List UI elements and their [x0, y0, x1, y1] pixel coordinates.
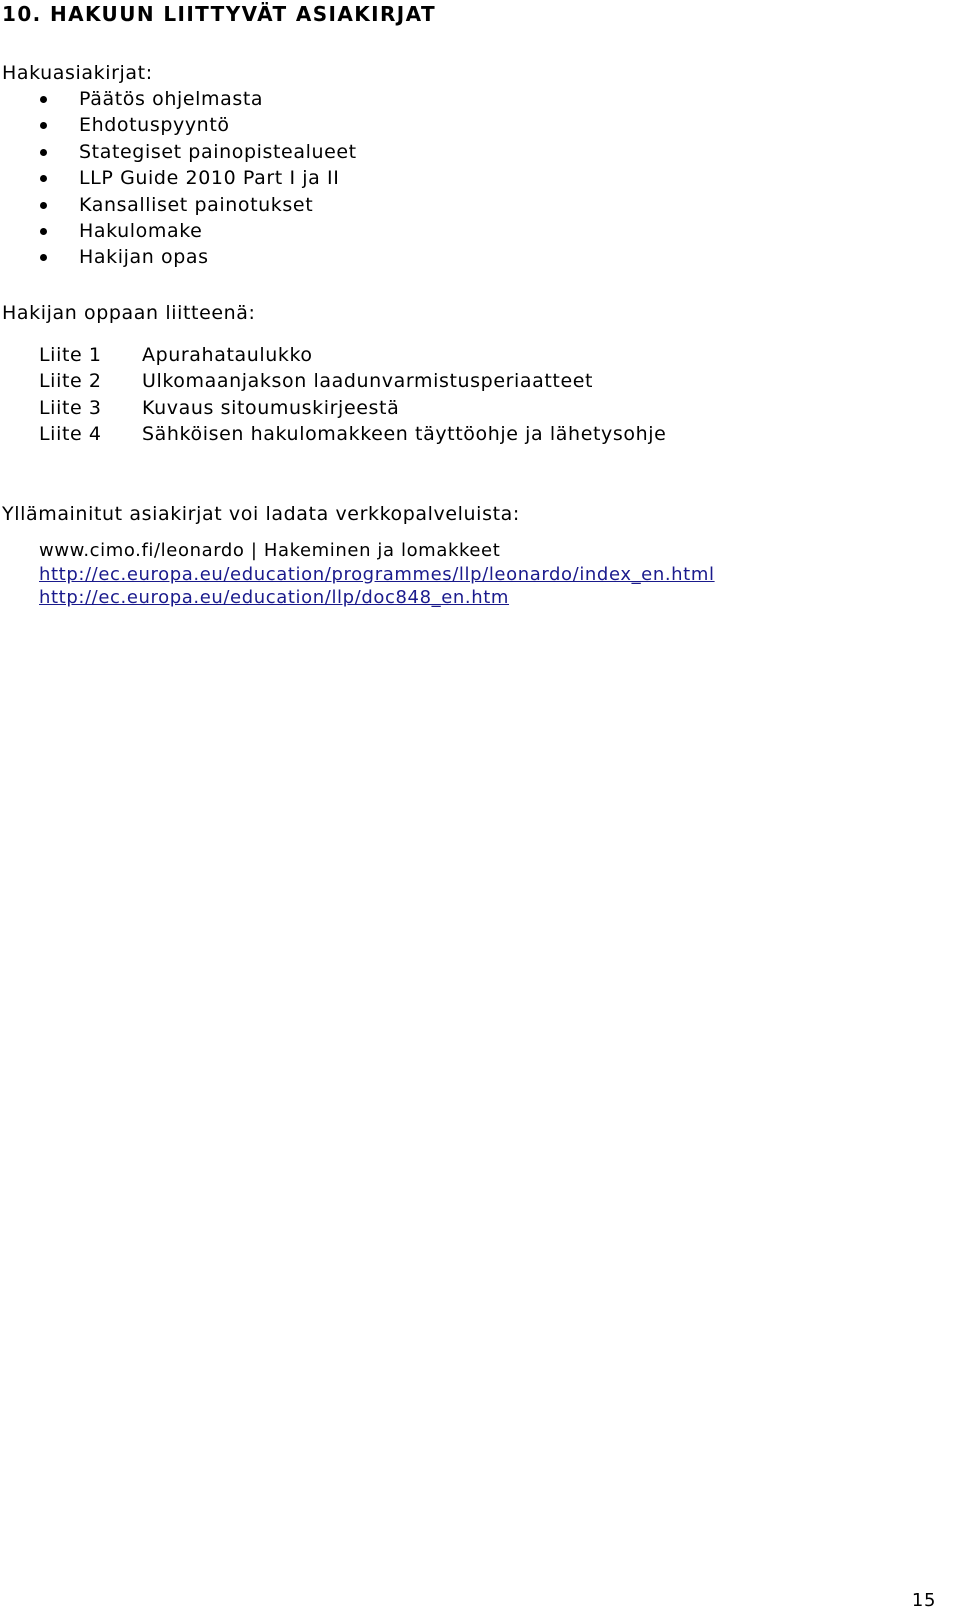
annex-code: Liite 4	[39, 423, 102, 446]
document-page: 10. HAKUUN LIITTYVÄT ASIAKIRJAT Hakuasiakirjat: Päätös ohjelmasta Ehdotuspyyntö Stategiset painopistealueet LLP Guide 2010 Part I ja II Kansalliset painotukset Hakulomake Hakijan opas Hakijan oppaan liitteenä: Liite 1 Apurahataulukko Liite 2 Ulkomaanjakson laadunvarmistusperiaatteet Liite 3 Kuvaus sitoumuskirjeestä Liite 4 Sähköisen hakulomakkeen täyttöohje ja lähetysohje Yllämainitut asiakirjat voi ladata verkkopalveluista: www.cimo.fi/leonardo | Hakeminen ja lomakkeet http://ec.europa.eu/education/programmes/llp/leonardo/index_en.html http://ec.europa.eu/education/llp/doc848_en.htm 15	[2, 2, 936, 1611]
downloads-label: Yllämainitut asiakirjat voi ladata verkkopalveluista:	[2, 503, 520, 525]
download-sources	[39, 539, 715, 610]
annex-code: Liite 2	[39, 370, 102, 393]
link-line	[39, 586, 715, 610]
bullet-icon	[40, 254, 47, 261]
annex-description: Apurahataulukko	[142, 344, 313, 366]
bullet-icon	[40, 202, 47, 209]
annex-description: Ulkomaanjakson laadunvarmistusperiaatteet	[142, 370, 594, 393]
bullet-icon	[40, 228, 47, 235]
bullet-icon	[40, 175, 47, 182]
annex-description: Sähköisen hakulomakkeen täyttöohje ja lähetysohje	[142, 423, 667, 446]
annex-code: Liite 3	[39, 396, 102, 419]
bullet-icon	[40, 122, 47, 129]
annex-description: Kuvaus sitoumuskirjeestä	[142, 396, 400, 419]
bullet-icon	[40, 96, 47, 103]
documents-label: Hakuasiakirjat:	[2, 62, 153, 84]
annex-code: Liite 1	[39, 344, 102, 366]
link-line	[39, 563, 715, 587]
annexes-label: Hakijan oppaan liitteenä:	[2, 302, 256, 324]
section-heading: 10. HAKUUN LIITTYVÄT ASIAKIRJAT	[2, 2, 436, 26]
page-number: 15	[911, 1590, 936, 1611]
cimo-reference: www.cimo.fi/leonardo | Hakeminen ja lomakkeet	[39, 540, 501, 561]
llp-doc-link[interactable]: http://ec.europa.eu/education/llp/doc848_en.htm	[39, 587, 510, 608]
leonardo-link[interactable]: http://ec.europa.eu/education/programmes/llp/leonardo/index_en.html	[39, 563, 715, 585]
bullet-icon	[40, 149, 47, 156]
